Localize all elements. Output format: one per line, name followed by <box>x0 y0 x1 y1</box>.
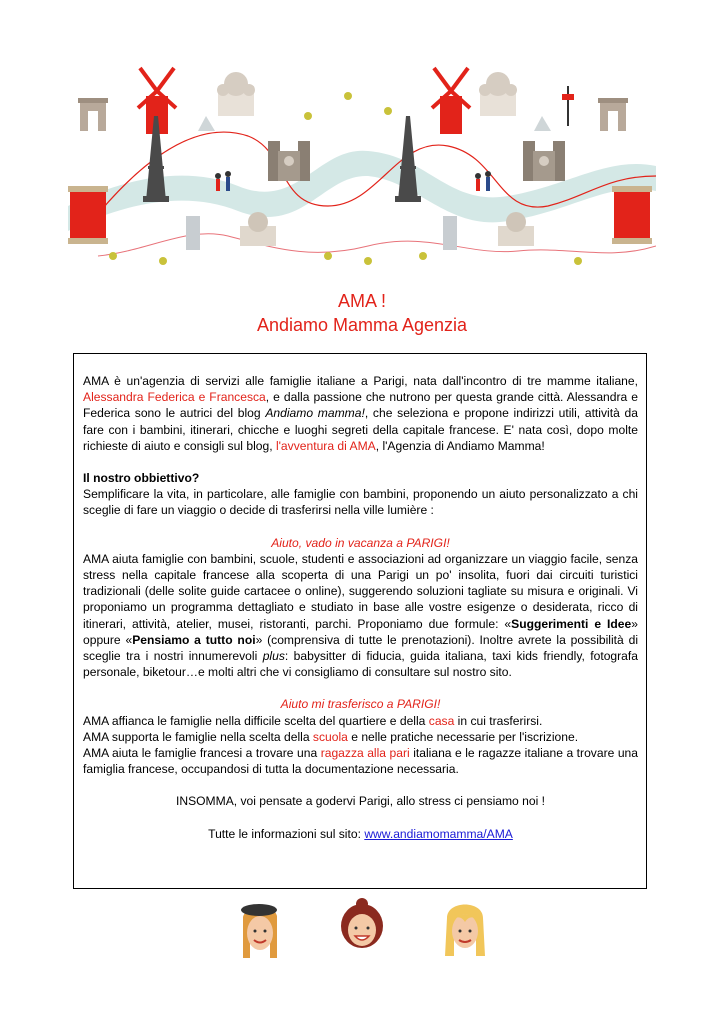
relocation-text-1a: AMA affianca le famiglie nella difficile scelta del quartiere e della <box>83 713 429 728</box>
content-box <box>73 353 647 889</box>
casa-word: casa <box>428 713 455 728</box>
vacation-heading: Aiuto, vado in vacanza a PARIGI! <box>271 535 450 550</box>
relocation-line-2 <box>83 729 638 745</box>
info-line <box>83 826 638 842</box>
relocation-text-2c: e nelle pratiche necessarie per l'iscrizione. <box>347 729 579 744</box>
vacation-text-3: » (comprensiva di tutte le prenotazioni). Inoltre avrete la possibilità di sceglie tra i nostri innumerevoli <box>83 632 639 664</box>
intro-text-2: , e dalla passione che nutrono per questa grande città. Alessandra e Federica sono le autrici del blog <box>83 390 639 421</box>
founder-face-1-icon <box>241 904 277 958</box>
relocation-text-3a: AMA aiuta le famiglie francesi a trovare una <box>83 746 321 761</box>
intro-text: AMA è un'agenzia di servizi alle famiglie italiane a Parigi, nata dall'incontro di tre mamme italiane, <box>83 374 638 388</box>
notre-dame-icon-right <box>523 141 565 181</box>
relocation-line-1 <box>83 713 638 729</box>
sacre-coeur-icon <box>217 72 255 116</box>
content-body <box>83 373 638 842</box>
arc-de-triomphe-icon-right <box>598 98 628 131</box>
tower-building-icon-right <box>443 216 457 250</box>
family-walking-icon-right <box>475 171 491 191</box>
page-title: AMA ! <box>337 291 386 311</box>
sacre-coeur-icon-right <box>479 72 517 116</box>
relocation-heading: Aiuto mi trasferisco a PARIGI! <box>280 697 441 712</box>
thread-spool-icon <box>68 186 108 244</box>
relocation-line-3 <box>83 745 638 777</box>
thread-spool-icon-right <box>612 186 652 244</box>
founder-face-3-icon <box>445 905 485 957</box>
metro-sign-icon <box>562 86 574 126</box>
moulin-rouge-icon-right <box>432 68 470 134</box>
goal-heading <box>83 470 638 486</box>
louvre-pyramid-icon-right <box>534 116 551 131</box>
relocation-text-1c: in cui trasferirsi. <box>454 713 543 728</box>
founders-illustrations <box>0 898 724 968</box>
info-text: Tutte le informazioni sul sito: <box>208 826 365 841</box>
insomma-line: INSOMMA, voi pensate a godervi Parigi, allo stress ci pensiamo noi ! <box>175 794 546 809</box>
au-pair-word: ragazza alla pari <box>320 746 410 761</box>
goal-paragraph: Semplificare la vita, in particolare, alle famiglie con bambini, proponendo un aiuto personalizzato a chi sceglie di fare un viaggio o decide di trasferirsi nella ville lumière : <box>83 487 638 518</box>
plus-word: plus <box>262 649 285 664</box>
vacation-paragraph <box>83 551 638 681</box>
relocation-text-2a: AMA supporta le famiglie nella scelta della <box>83 729 313 744</box>
founder-face-2-icon <box>341 898 383 948</box>
website-link[interactable]: www.andiamomamma/AMA <box>364 826 513 841</box>
founders-names: Alessandra Federica e Francesca <box>83 390 266 405</box>
paris-illustration-banner <box>68 56 656 270</box>
red-thread-2 <box>98 234 656 256</box>
vacation-text-4: : babysitter di fiducia, guida italiana, taxi kids friendly, fotografa personale, biketour…e molti altri che vi consigliamo di consultare sul nostro sito. <box>83 649 638 680</box>
adventure-link-text: l'avventura di AMA <box>275 438 376 453</box>
tower-building-icon <box>186 216 200 250</box>
blog-name: Andiamo mamma! <box>265 406 365 421</box>
goal-heading-text: Il nostro obbiettivo? <box>83 471 200 486</box>
vacation-text-2: » oppure « <box>83 616 638 647</box>
notre-dame-icon <box>268 141 310 181</box>
intro-text-3: , che seleziona e propone indirizzi utili, attività da fare con i bambini, itinerari, chicche e luoghi segreti della capitale francese. E' nata così, dopo molte richieste di aiuto e consigli sul blog, <box>83 406 638 453</box>
relocation-text-3c: italiana e le ragazze italiane a trovare una famiglia francese, occupandosi di tutta la documentazione necessaria. <box>83 746 638 777</box>
page-subtitle: Andiamo Mamma Agenzia <box>256 315 468 335</box>
scuola-word: scuola <box>312 729 348 744</box>
formula-pensiamo: Pensiamo a tutto noi <box>132 632 256 647</box>
formula-suggerimenti: Suggerimenti e Idee <box>511 616 632 631</box>
louvre-pyramid-icon <box>198 116 215 131</box>
intro-paragraph <box>83 373 638 454</box>
intro-text-4: , l'Agenzia di Andiamo Mamma! <box>375 438 545 453</box>
vacation-text: AMA aiuta famiglie con bambini, scuole, studenti e associazioni ad organizzare un viaggio facile, senza stress nella capitale francese alla scoperta di una Parigi un po' insolita, fuori dai circuiti turistici tradizionali (delle solite guide cartacee o online), suggerendo soluzioni tagliate su misura e originali. Vi proponiamo un programma dettagliato e studiato in base alle vostre esigenze o desiderata, ricco di itinerari, attività, atelier, musei, ristoranti, parchi. Proponiamo due formule: « <box>83 551 638 631</box>
pantheon-icon <box>240 212 276 246</box>
arc-de-triomphe-icon <box>78 98 108 131</box>
